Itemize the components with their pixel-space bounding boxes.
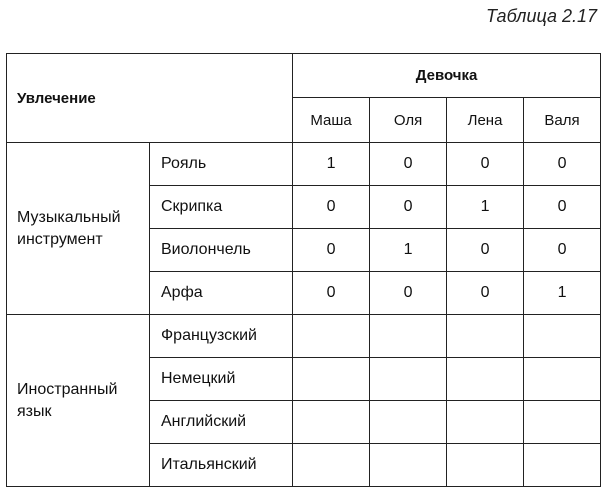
row-item: Арфа [150,272,293,315]
row-item: Английский [150,401,293,444]
category-music: Музыкальный инструмент [7,143,150,315]
header-girl-name: Маша [293,98,370,143]
row-item: Итальянский [150,444,293,487]
cell-value [524,358,601,401]
header-girl-name: Валя [524,98,601,143]
header-hobby: Увлечение [7,54,293,143]
cell-value [447,315,524,358]
row-item: Скрипка [150,186,293,229]
row-item: Виолончель [150,229,293,272]
cell-value [447,444,524,487]
cell-value: 0 [524,186,601,229]
header-girl: Девочка [293,54,601,98]
cell-value [524,315,601,358]
cell-value: 1 [447,186,524,229]
cell-value [370,358,447,401]
cell-value: 0 [447,229,524,272]
table-caption: Таблица 2.17 [485,6,597,26]
row-item: Рояль [150,143,293,186]
cell-value: 0 [293,229,370,272]
cell-value: 1 [524,272,601,315]
cell-value: 0 [370,272,447,315]
cell-value: 0 [524,229,601,272]
hobby-table [6,53,601,487]
cell-value: 1 [293,143,370,186]
cell-value: 1 [370,229,447,272]
row-item: Немецкий [150,358,293,401]
cell-value [447,358,524,401]
cell-value: 0 [447,272,524,315]
category-language: Иностранный язык [7,315,150,487]
cell-value: 0 [370,186,447,229]
cell-value [524,401,601,444]
cell-value [293,401,370,444]
cell-value: 0 [447,143,524,186]
cell-value: 0 [293,186,370,229]
cell-value: 0 [524,143,601,186]
cell-value [293,315,370,358]
cell-value [370,444,447,487]
cell-value: 0 [370,143,447,186]
cell-value [293,444,370,487]
row-item: Французский [150,315,293,358]
cell-value [524,444,601,487]
cell-value [293,358,370,401]
header-girl-name: Оля [370,98,447,143]
header-girl-name: Лена [447,98,524,143]
cell-value [370,315,447,358]
cell-value [447,401,524,444]
cell-value [370,401,447,444]
cell-value: 0 [293,272,370,315]
